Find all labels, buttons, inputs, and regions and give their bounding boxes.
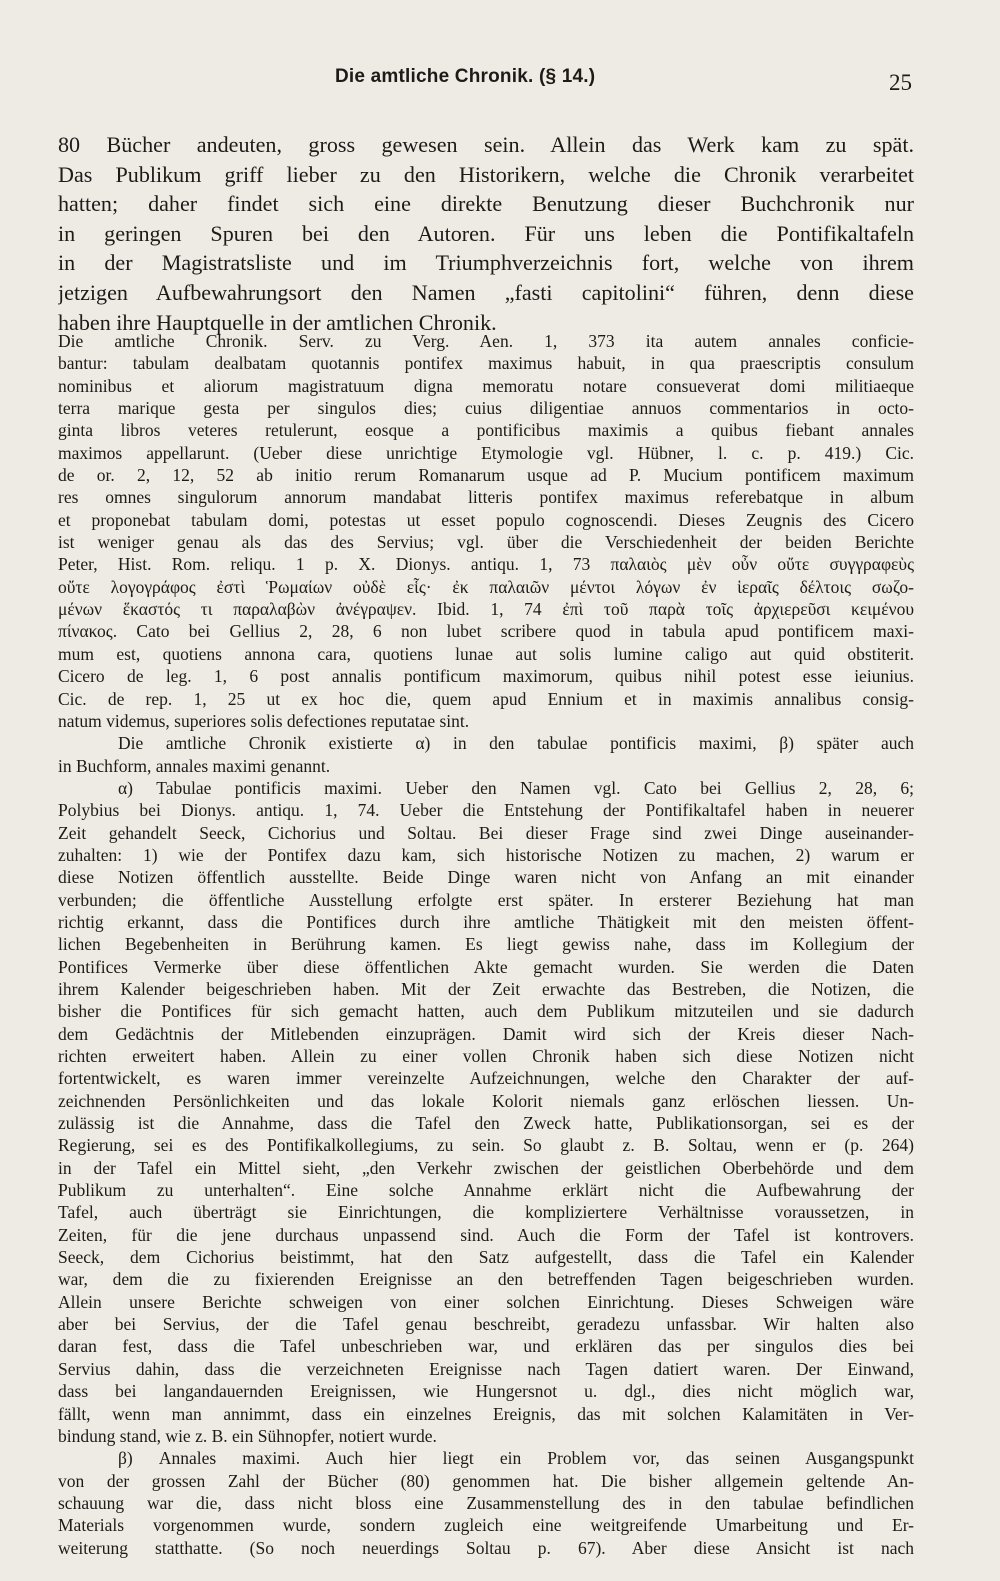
text-line: haben ihre Hauptquelle in der amtlichen Chronik. xyxy=(58,309,497,335)
note-line: ist weniger genau als das des Servius; vgl. über die Verschiedenheit der beiden Berichte xyxy=(58,532,914,553)
note-line: β) Annales maximi. Auch hier liegt ein Problem vor, das seinen Ausgangspunkt xyxy=(118,1448,914,1469)
note-line: Die amtliche Chronik existierte α) in den tabulae pontificis maximi, β) später auch xyxy=(118,733,914,754)
note-line: ginta libros veteres retulerunt, eosque a pontificibus maximis a quibus fiebant annales xyxy=(58,420,914,441)
note-line: daran fest, dass die Tafel unbeschrieben war, und erklären das per singulos dies bei xyxy=(58,1336,914,1357)
note-line: mum est, quotiens annona cara, quotiens lunae aut solis lumine caligo aut quid obstiterit. xyxy=(58,643,914,664)
main-paragraph xyxy=(58,130,914,337)
note-line: Polybius bei Dionys. antiqu. 1, 74. Ueber die Entstehung der Pontifikaltafel haben in neuerer xyxy=(58,800,914,821)
note-line: bantur: tabulam dealbatam quotannis pontifex maximus habuit, in qua praescriptis consulum xyxy=(58,353,914,374)
note-line: zeichnenden Persönlichkeiten und das lokale Kolorit niemals ganz erlöschen liessen. Un- xyxy=(58,1090,914,1111)
text-line: in geringen Spuren bei den Autoren. Für uns leben die Pontifikaltafeln xyxy=(58,220,914,246)
note-line: fortentwickelt, es waren immer vereinzelte Aufzeichnungen, welche den Charakter der auf- xyxy=(58,1068,914,1089)
note-line: πίνακος. Cato bei Gellius 2, 28, 6 non lubet scribere quod in tabula apud pontificem maxi- xyxy=(58,621,914,642)
note-line: weiterung statthatte. (So noch neuerdings Soltau p. 67). Aber diese Ansicht ist nach xyxy=(58,1537,914,1558)
note-line: ihrem Kalender beigeschrieben haben. Mit der Zeit erwachte das Bestreben, die Notizen, die xyxy=(58,978,914,999)
note-line: Tafel, auch überträgt sie Einrichtungen, die kompliziertere Verhältnisse voraussetzen, in xyxy=(58,1202,914,1223)
note-line: Seeck, dem Cichorius beistimmt, hat den Satz aufgestellt, dass die Tafel ein Kalender xyxy=(58,1247,914,1268)
note-line: Materials vorgenommen wurde, sondern zugleich eine weitgreifende Umarbeitung und Er- xyxy=(58,1515,914,1536)
note-line: Zeit gehandelt Seeck, Cichorius und Soltau. Bei dieser Frage sind zwei Dinge auseinander- xyxy=(58,822,914,843)
note-line: Regierung, sei es des Pontifikalkollegiums, zu sein. So glaubt z. B. Soltau, wenn er (p. 264) xyxy=(58,1135,914,1156)
note-line: zulässig ist die Annahme, dass die Tafel den Zweck hatte, Publikationsorgan, sei es der xyxy=(58,1113,914,1134)
text-line: Das Publikum griff lieber zu den Historikern, welche die Chronik verarbeitet xyxy=(58,161,914,187)
note-line: lichen Begebenheiten in Berührung kamen. Es liegt gewiss nahe, dass im Kollegium der xyxy=(58,934,914,955)
note-line: de or. 2, 12, 52 ab initio rerum Romanarum usque ad P. Mucium pontificem maximum xyxy=(58,465,914,486)
text-line: in der Magistratsliste und im Triumphverzeichnis fort, welche von ihrem xyxy=(58,250,914,276)
text-line: hatten; daher findet sich eine direkte Benutzung dieser Buchchronik nur xyxy=(58,191,914,217)
note-line: terra marique gesta per singulos dies; cuius diligentiae annuos commentarios in octo- xyxy=(58,398,914,419)
note-line: Zeiten, für die jene durchaus unpassend sind. Auch die Form der Tafel ist kontrovers. xyxy=(58,1224,914,1245)
note-line: Allein unsere Berichte schweigen von einer solchen Einrichtung. Dieses Schweigen wäre xyxy=(58,1291,914,1312)
note-line: in Buchform, annales maximi genannt. xyxy=(58,755,331,776)
page-number: 25 xyxy=(889,70,912,95)
note-line: maximos appellarunt. (Ueber diese unrichtige Etymologie vgl. Hübner, l. c. p. 419.) Cic. xyxy=(58,442,914,463)
text-line: jetzigen Aufbewahrungsort den Namen „fasti capitolini“ führen, denn diese xyxy=(58,279,914,305)
note-line: α) Tabulae pontificis maximi. Ueber den Namen vgl. Cato bei Gellius 2, 28, 6; xyxy=(118,777,914,798)
note-line: Cicero de leg. 1, 6 post annalis pontificum maximorum, quibus nihil potest esse ieiunius. xyxy=(58,666,914,687)
running-title: Die amtliche Chronik. (§ 14.) xyxy=(335,66,596,87)
note-line: Cic. de rep. 1, 25 ut ex hoc die, quem apud Ennium et in maximis annalibus consig- xyxy=(58,688,914,709)
note-line: richten erweitert haben. Allein zu einer vollen Chronik haben sich diese Notizen nicht xyxy=(58,1046,914,1066)
notes-section xyxy=(58,330,914,1559)
note-line: Publikum zu unterhalten“. Eine solche Annahme erklärt nicht die Aufbewahrung der xyxy=(58,1180,914,1201)
note-line: von der grossen Zahl der Bücher (80) genommen hat. Die bisher allgemein geltende An- xyxy=(58,1470,914,1491)
note-line: diese Notizen öffentlich ausstellte. Beide Dinge waren nicht von Anfang an mit einander xyxy=(58,867,914,888)
note-line: Pontifices Vermerke über diese öffentlichen Akte gemacht wurden. Sie werden die Daten xyxy=(58,956,914,977)
note-line: bindung stand, wie z. B. ein Sühnopfer, notiert wurde. xyxy=(58,1425,437,1446)
note-line: fällt, wenn man annimmt, dass ein einzelnes Ereignis, das mit solchen Kalamitäten in Ver- xyxy=(58,1403,914,1424)
note-line: dem Gedächtnis der Mitlebenden einzuprägen. Damit wird sich der Kreis dieser Nach- xyxy=(58,1023,914,1044)
note-line: Peter, Hist. Rom. reliqu. 1 p. X. Dionys. antiqu. 1, 73 παλαιὸς μὲν οὖν οὔτε συγγραφεὺς xyxy=(58,554,914,575)
note-line: war, dem die zu fixierenden Ereignisse an den betreffenden Tagen beigeschrieben wurden. xyxy=(58,1269,914,1290)
note-line: in der Tafel ein Mittel sieht, „den Verkehr zwischen der geistlichen Oberbehörde und dem xyxy=(58,1157,914,1178)
note-line: dass bei langandauernden Ereignissen, wie Hungersnot u. dgl., dies nicht möglich war, xyxy=(58,1381,914,1402)
note-line: natum videmus, superiores solis defectiones reputatae sint. xyxy=(58,710,470,731)
note-line: aber bei Servius, der die Tafel genau beschreibt, geradezu unfassbar. Wir halten also xyxy=(58,1314,914,1335)
note-line: schauung war die, dass nicht bloss eine Zusammenstellung des in den tabulae befindlichen xyxy=(58,1492,914,1513)
note-line: Die amtliche Chronik. Serv. zu Verg. Aen. 1, 373 ita autem annales conficie- xyxy=(58,331,914,351)
note-line: Servius dahin, dass die verzeichneten Ereignisse nach Tagen datiert waren. Der Einwand, xyxy=(58,1358,914,1379)
note-line: zuhalten: 1) wie der Pontifex dazu kam, sich historische Notizen zu machen, 2) warum er xyxy=(58,844,914,865)
running-head xyxy=(60,66,912,96)
note-line: bisher die Pontifices für sich gemacht hatten, auch dem Publikum mitzuteilen und sie dadurch xyxy=(58,1001,914,1022)
note-line: richtig erkannt, dass die Pontifices durch ihre amtliche Thätigkeit mit den meisten öffent- xyxy=(58,911,914,932)
note-line: nominibus et aliorum magistratuum digna memoratu notare consueverat domi militiaeque xyxy=(58,375,914,396)
note-line: verbunden; die öffentliche Ausstellung erfolgte erst später. In ersterer Beziehung hat man xyxy=(58,889,914,910)
text-line: 80 Bücher andeuten, gross gewesen sein. Allein das Werk kam zu spät. xyxy=(58,132,914,157)
note-line: μένων ἕκαστός τι παραλαβὼν ἀνέγραψεν. Ibid. 1, 74 ἐπὶ τοῦ παρὰ τοῖς ἀρχιερεῦσι κειμένου xyxy=(58,599,914,620)
note-line: et proponebat tabulam domi, potestas ut esset populo cognoscendi. Dieses Zeugnis des Cicero xyxy=(58,509,914,530)
note-line: res omnes singulorum annorum mandabat litteris pontifex maximus referebatque in album xyxy=(58,487,914,508)
note-line: οὔτε λογογράφος ἐστὶ Ῥωμαίων οὐδὲ εἷς· ἐκ παλαιῶν μέντοι λόγων ἐν ἱεραῖς δέλτοις σωζο- xyxy=(58,576,914,597)
